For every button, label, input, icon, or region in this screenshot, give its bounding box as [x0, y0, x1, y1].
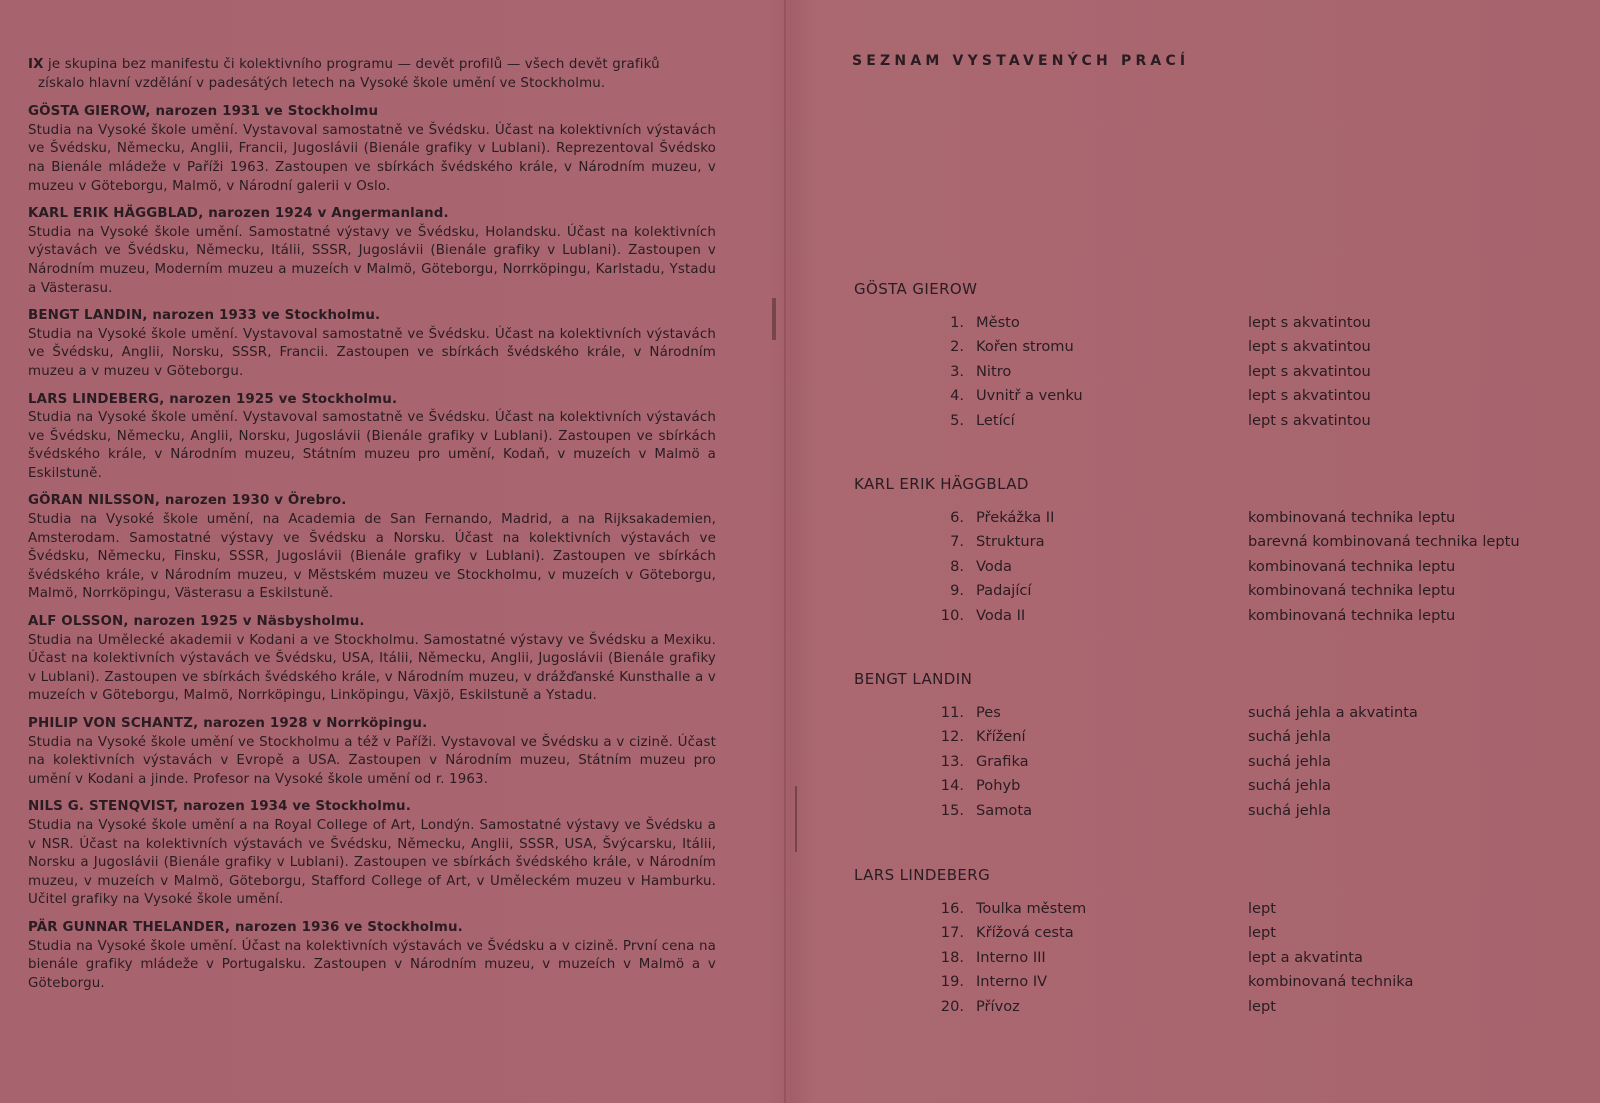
work-title: Pohyb [976, 777, 1021, 795]
biographies-column [28, 56, 716, 1002]
artist-name: LARS LINDEBERG [854, 866, 991, 884]
page-fold [784, 0, 786, 1103]
artist-name: BENGT LANDIN [854, 670, 973, 688]
work-technique: kombinovaná technika leptu [1248, 606, 1456, 624]
artist-bio [28, 715, 716, 789]
work-title: Voda II [976, 606, 1026, 624]
work-number: 12. [940, 728, 964, 746]
work-title: Překážka II [976, 509, 1055, 526]
work-title: Interno III [976, 948, 1046, 966]
work-number: 10. [940, 606, 964, 624]
artist-bio-heading: GÖSTA GIEROW, narozen 1931 ve Stockholmu [28, 104, 379, 120]
work-row [854, 363, 1554, 387]
intro-line-1: je skupina bez manifestu či kolektivního programu — devět profilů — všech devět grafiků [48, 57, 660, 72]
artist-bio-heading: NILS G. STENQVIST, narozen 1934 ve Stockholmu. [28, 799, 411, 815]
artist-bio-heading: PHILIP VON SCHANTZ, narozen 1928 v Norrköpingu. [28, 716, 428, 731]
work-technique: suchá jehla [1248, 801, 1331, 819]
paper-mark [795, 786, 797, 852]
work-number: 3. [950, 362, 964, 380]
list-title: SEZNAM VYSTAVENÝCH PRACÍ [852, 53, 1190, 69]
work-technique: lept [1248, 924, 1277, 942]
work-number: 4. [950, 387, 964, 405]
work-title: Uvnitř a venku [976, 387, 1083, 405]
artist-bio-text: Studia na Vysoké škole umění. Samostatné výstavy ve Švédsku, Holandsku. Účast na kolektivních výstavách ve Švédsku, Německu, Itálii, SSSR, Jugoslávii (Bienále grafiky v Lublani). Zastoupen v Národním muzeu, Moderním muzeu a muzeích v Malmö, Göteborgu, Norrköpingu, Karlstadu, Ystadu a Västerasu. [28, 224, 716, 296]
work-row [854, 998, 1554, 1022]
work-number: 15. [940, 801, 964, 819]
work-technique: lept s akvatintou [1248, 387, 1371, 405]
artist-section [854, 280, 1554, 436]
artist-bio-text: Studia na Vysoké škole umění. Účast na kolektivních výstavách ve Švédsku a v cizině. První cena na bienále grafiky mládeže v Portugalsku. Zastoupen v Národním muzeu, v muzeích v Malmö a v Göteborgu. [28, 938, 716, 991]
work-technique: kombinovaná technika [1248, 973, 1414, 991]
artist-bio-heading: BENGT LANDIN, narozen 1933 ve Stockholmu. [28, 308, 381, 324]
work-technique: lept [1248, 900, 1277, 917]
work-row [854, 949, 1554, 973]
artist-section [854, 475, 1554, 631]
work-row [854, 753, 1554, 777]
work-title: Letící [976, 411, 1015, 429]
work-title: Toulka městem [976, 900, 1087, 917]
work-number: 17. [940, 924, 964, 942]
artist-bio [28, 205, 716, 298]
artist-bio-text: Studia na Vysoké škole umění. Vystavoval samostatně ve Švédsku. Účast na kolektivních výstavách ve Švédsku, Německu, Anglii, Francii, Jugoslávii (Bienále grafiky v Lublani). Reprezentoval Švédsko na Bienále mládeže v Paříži 1963. Zastoupen ve sbírkách švédského krále, v Národním muzeu, v muzeu v Göteborgu, Malmö, v Národní galerii v Oslo. [28, 122, 716, 194]
work-title: Město [976, 314, 1020, 331]
work-title: Voda [976, 557, 1012, 575]
artist-bio [28, 391, 716, 484]
artist-bio-text: Studia na Vysoké škole umění ve Stockholmu a též v Paříži. Vystavoval ve Švédsku a v cizině. Účast na kolektivních výstavách v Evropě a USA. Zastoupen v Národním muzeu, Státním muzeu pro umění v Kodani a jinde. Profesor na Vysoké škole umění od r. 1963. [28, 734, 716, 787]
intro-paragraph [28, 56, 716, 93]
artist-bio-text: Studia na Umělecké akademii v Kodani a ve Stockholmu. Samostatné výstavy ve Švédsku a Mexiku. Účast na kolektivních výstavách ve Švédsku, USA, Itálii, Německu, Anglii, Jugoslávii (Bienále grafiky v Lublani). Zastoupen ve sbírkách švédského krále, v Národním muzeu, v drážďanské Kunsthalle a v muzeích v Göteborgu, Malmö, Norrköpingu, Linköpingu, Växjö, Eskilstuně a Ystadu. [28, 632, 716, 704]
work-title: Struktura [976, 533, 1045, 551]
work-number: 18. [940, 948, 964, 966]
work-row [854, 582, 1554, 606]
work-row [854, 802, 1554, 826]
intro-lead: IX [28, 57, 44, 72]
work-title: Nitro [976, 362, 1012, 380]
artist-bio-text: Studia na Vysoké škole umění. Vystavoval samostatně ve Švédsku. Účast na kolektivních výstavách ve Švédsku, Německu, Anglii, Norsku, Jugoslávii (Bienále grafiky v Lublani). Zastoupen ve sbírkách švédského krále, v Národním muzeu, Státním muzeu pro umění, Kodaň, v muzeích v Malmö a Eskilstuně. [28, 410, 716, 481]
work-technique: lept [1248, 997, 1277, 1015]
work-technique: lept a akvatinta [1248, 948, 1363, 966]
work-row [854, 728, 1554, 752]
work-number: 6. [950, 509, 964, 526]
work-title: Křížení [976, 728, 1026, 746]
work-technique: lept s akvatintou [1248, 411, 1371, 429]
work-technique: suchá jehla [1248, 777, 1331, 795]
artist-bio-text: Studia na Vysoké škole umění, na Academia de San Fernando, Madrid, a na Rijksakademien, Amsterodam. Samostatné výstavy ve Švédsku a Norsku. Účast na kolektivních výstavách ve Švédsku, Německu, Finsku, SSSR, Jugoslávii (Bienále grafiky v Lublani). Zastoupen ve sbírkách švédského krále, v Národním muzeu, v Městském muzeu ve Stockholmu, v muzeích v Göteborgu, Malmö, Norrköpingu, Västerasu a Eskilstuně. [28, 512, 716, 602]
work-title: Kořen stromu [976, 338, 1074, 356]
work-number: 20. [940, 997, 964, 1015]
artist-section [854, 866, 1554, 1022]
work-technique: lept s akvatintou [1248, 314, 1371, 331]
artist-bio-text: Studia na Vysoké škole umění a na Royal College of Art, Londýn. Samostatné výstavy ve Švédsku a v NSR. Účast na kolektivních výstavách ve Švédsku, Německu, Anglii, SSSR, USA, Švýcarsku, Itálii, Norsku a Jugoslávii (Bienále grafiky v Lublani). Zastoupen ve sbírkách švédského krále, v Národním muzeu, v muzeích v Malmö, Göteborgu, Stafford College of Art, v Uměleckém muzeu v Hamburku. Učitel grafiky na Vysoké škole umění. [28, 817, 716, 908]
work-title: Křížová cesta [976, 924, 1074, 942]
artist-bio [28, 613, 716, 706]
work-title: Přívoz [976, 997, 1020, 1015]
work-title: Padající [976, 582, 1032, 600]
work-technique: kombinovaná technika leptu [1248, 582, 1456, 600]
work-technique: lept s akvatintou [1248, 338, 1371, 356]
work-row [854, 533, 1554, 557]
artist-bio-text: Studia na Vysoké škole umění. Vystavoval samostatně ve Švédsku. Účast na kolektivních výstavách ve Švédsku, Anglii, Norsku, SSSR, Francii. Zastoupen ve sbírkách švédského krále, v Národním muzeu a v muzeu v Göteborgu. [28, 326, 716, 379]
work-row [854, 900, 1554, 924]
artist-bio-heading: GÖRAN NILSSON, narozen 1930 v Örebro. [28, 493, 347, 509]
work-title: Samota [976, 801, 1033, 819]
work-number: 14. [940, 777, 964, 795]
artist-bio [28, 919, 716, 993]
work-row [854, 314, 1554, 338]
work-technique: suchá jehla a akvatinta [1248, 704, 1418, 721]
artist-bio [28, 492, 716, 604]
bio-list [28, 103, 716, 993]
work-number: 9. [950, 582, 964, 600]
work-row [854, 509, 1554, 533]
work-technique: barevná kombinovaná technika leptu [1248, 533, 1520, 551]
artist-name: GÖSTA GIEROW [854, 280, 978, 298]
artist-bio [28, 798, 716, 910]
artist-name: KARL ERIK HÄGGBLAD [854, 475, 1029, 493]
artist-bio [28, 103, 716, 196]
work-number: 1. [950, 314, 964, 331]
work-row [854, 924, 1554, 948]
work-title: Interno IV [976, 973, 1048, 991]
work-title: Grafika [976, 752, 1029, 770]
work-number: 13. [940, 752, 964, 770]
artist-bio-heading: KARL ERIK HÄGGBLAD, narozen 1924 v Angermanland. [28, 206, 449, 222]
work-row [854, 558, 1554, 582]
work-technique: suchá jehla [1248, 752, 1331, 770]
work-row [854, 387, 1554, 411]
work-row [854, 607, 1554, 631]
work-technique: kombinovaná technika leptu [1248, 509, 1456, 526]
work-technique: lept s akvatintou [1248, 362, 1371, 380]
work-row [854, 338, 1554, 362]
work-row [854, 973, 1554, 997]
work-technique: kombinovaná technika leptu [1248, 557, 1456, 575]
work-number: 8. [950, 557, 964, 575]
works-list-column [852, 0, 1572, 1103]
work-number: 16. [940, 900, 964, 917]
artist-bio [28, 307, 716, 381]
work-number: 2. [950, 338, 964, 356]
work-number: 5. [950, 411, 964, 429]
artist-bio-heading: LARS LINDEBERG, narozen 1925 ve Stockholmu. [28, 391, 398, 407]
intro-line-2: získalo hlavní vzdělání v padesátých letech na Vysoké škole umění ve Stockholmu. [38, 75, 606, 91]
artist-bio-heading: ALF OLSSON, narozen 1925 v Näsbysholmu. [28, 614, 365, 630]
work-number: 7. [950, 533, 964, 551]
work-row [854, 704, 1554, 728]
artist-section [854, 670, 1554, 826]
work-technique: suchá jehla [1248, 728, 1331, 746]
work-row [854, 412, 1554, 436]
paper-mark [772, 298, 776, 340]
work-title: Pes [976, 704, 1001, 721]
work-row [854, 777, 1554, 801]
work-number: 19. [940, 973, 964, 991]
artist-bio-heading: PÄR GUNNAR THELANDER, narozen 1936 ve Stockholmu. [28, 919, 463, 935]
work-number: 11. [940, 704, 964, 721]
